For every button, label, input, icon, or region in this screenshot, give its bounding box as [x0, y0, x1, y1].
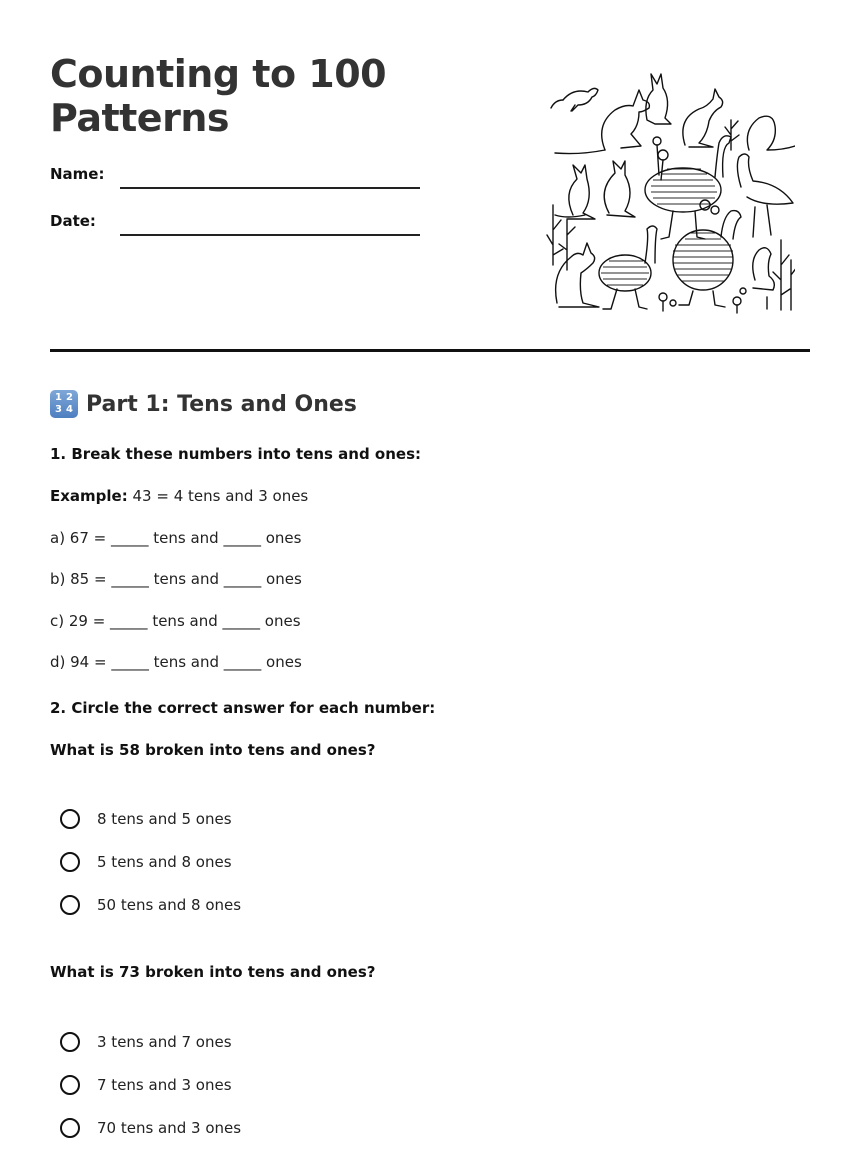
mc-question-73: What is 73 broken into tens and ones?	[50, 963, 376, 981]
australian-animals-illustration	[545, 65, 795, 315]
icon-digit: 2	[66, 392, 73, 403]
question-2-prompt: 2. Circle the correct answer for each number:	[50, 699, 436, 717]
radio-circle[interactable]	[60, 895, 80, 915]
mc-option[interactable]	[60, 1072, 232, 1098]
mc-option[interactable]	[60, 892, 241, 918]
example-label: Example:	[50, 487, 128, 505]
example-text: 43 = 4 tens and 3 ones	[132, 487, 309, 505]
radio-circle[interactable]	[60, 1118, 80, 1138]
mc-option[interactable]	[60, 849, 232, 875]
exercise-item-c[interactable]: c) 29 = _____ tens and _____ ones	[50, 612, 301, 630]
date-label: Date:	[50, 212, 96, 230]
example-line	[50, 487, 308, 505]
mc-option[interactable]	[60, 1029, 232, 1055]
option-label: 7 tens and 3 ones	[97, 1076, 232, 1094]
icon-digit: 4	[66, 404, 73, 415]
name-label: Name:	[50, 165, 105, 183]
worksheet-page	[50, 0, 810, 1161]
part1-heading	[50, 388, 357, 420]
option-label: 50 tens and 8 ones	[97, 896, 242, 914]
part1-title: Part 1: Tens and Ones	[86, 391, 357, 417]
exercise-item-a[interactable]: a) 67 = _____ tens and _____ ones	[50, 529, 302, 547]
page-title: Counting to 100 Patterns	[50, 52, 387, 140]
icon-digit: 1	[55, 392, 62, 403]
name-field[interactable]	[120, 187, 420, 189]
icon-digit: 3	[55, 404, 62, 415]
mc-option[interactable]	[60, 806, 232, 832]
radio-circle[interactable]	[60, 809, 80, 829]
option-label: 70 tens and 3 ones	[97, 1119, 242, 1137]
mc-option[interactable]	[60, 1115, 241, 1141]
option-label: 5 tens and 8 ones	[97, 853, 232, 871]
exercise-item-b[interactable]: b) 85 = _____ tens and _____ ones	[50, 570, 302, 588]
option-label: 8 tens and 5 ones	[97, 810, 232, 828]
question-1-prompt: 1. Break these numbers into tens and ones:	[50, 445, 422, 463]
radio-circle[interactable]	[60, 1032, 80, 1052]
radio-circle[interactable]	[60, 852, 80, 872]
radio-circle[interactable]	[60, 1075, 80, 1095]
exercise-item-d[interactable]: d) 94 = _____ tens and _____ ones	[50, 653, 302, 671]
mc-question-58: What is 58 broken into tens and ones?	[50, 741, 376, 759]
option-label: 3 tens and 7 ones	[97, 1033, 232, 1051]
section-divider	[50, 349, 810, 352]
input-numbers-icon	[50, 390, 78, 418]
date-field[interactable]	[120, 234, 420, 236]
